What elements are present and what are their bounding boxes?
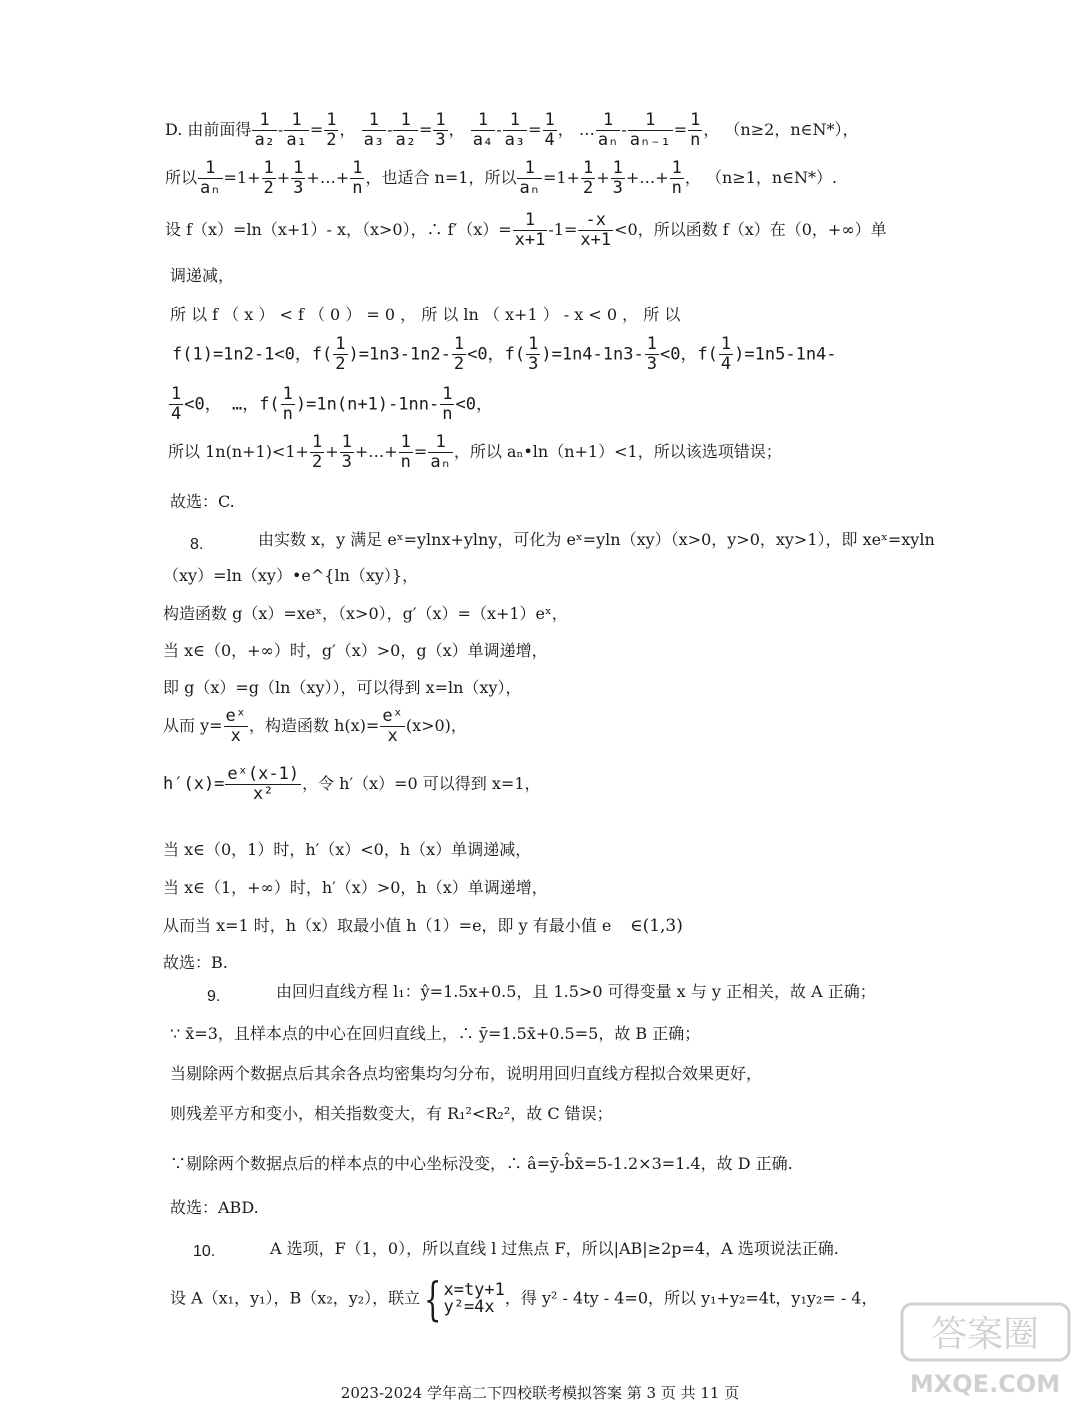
numerator: 1: [428, 434, 452, 453]
denominator: x: [387, 726, 398, 746]
equation: x=ty+1: [443, 1280, 505, 1300]
numerator: 1: [282, 384, 293, 404]
numerator: 1: [362, 112, 386, 131]
text: ，所以 aₙ•ln（n+1）<1，所以该选项错误；: [453, 442, 782, 461]
numerator: eˣ: [382, 706, 403, 726]
denominator: 2: [453, 354, 465, 374]
denominator: aₙ: [200, 178, 221, 198]
text: +…+: [625, 168, 669, 187]
denominator: 3: [293, 178, 304, 198]
fraction: [399, 434, 413, 471]
denominator: 2: [263, 178, 274, 198]
denominator: x+1: [580, 230, 612, 250]
fraction: [440, 386, 454, 423]
numerator: 1: [528, 334, 539, 354]
q8-line-1: 由实数 x，y 满足 eˣ=ylnx+ylny，可化为 eˣ=yln（xy）（x>0，y>0，xy>1），即 xeˣ=xyln: [258, 530, 935, 549]
text: (x>0)，: [405, 716, 467, 735]
fraction: [581, 160, 595, 197]
fraction: [452, 336, 466, 373]
numerator: 1: [352, 158, 363, 178]
denominator: 3: [646, 354, 657, 374]
denominator: 2: [582, 178, 594, 198]
fraction: [340, 434, 354, 471]
denominator: 2: [335, 354, 346, 374]
text: ， （n≥2，n∈N*），: [703, 120, 859, 139]
fraction: [596, 112, 620, 149]
line-d8: [168, 434, 782, 471]
text: =: [413, 442, 428, 461]
fraction: [526, 336, 540, 373]
numerator: 1: [400, 432, 411, 452]
fraction: [284, 112, 308, 149]
numerator: eˣ: [225, 706, 247, 726]
text: ，也适合 n=1，所以: [365, 168, 517, 187]
fraction: [225, 766, 301, 803]
text: +: [325, 442, 339, 461]
text: 所以 1n(n+1)<1+: [168, 442, 309, 461]
line-d5: 所 以 f （ x ） < f （ 0 ） = 0 ， 所 以 ln （ x+1 ） - x < 0 ， 所 以: [170, 305, 681, 324]
numerator: 1: [513, 212, 548, 231]
denominator: aₙ₋₁: [629, 130, 671, 150]
fraction: [324, 112, 338, 149]
denominator: 4: [171, 404, 182, 424]
denominator: 3: [435, 130, 446, 150]
line-d2: [165, 160, 837, 197]
q8-line-7: [163, 766, 541, 803]
q9-line-3: 当剔除两个数据点后其余各点均密集均匀分布，说明用回归直线方程拟合效果更好，: [170, 1064, 763, 1083]
q8-line-6: [163, 708, 467, 745]
numerator: 1: [311, 432, 323, 452]
numerator: 1: [582, 158, 594, 178]
fraction: [333, 336, 347, 373]
text: ，令 h′（x）=0 可以得到 x=1，: [302, 774, 541, 793]
numerator: 1: [252, 112, 276, 131]
numerator: 1: [503, 112, 527, 131]
text: ，构造函数 h(x)=: [249, 716, 380, 735]
denominator: a₃: [363, 130, 385, 150]
text: ，得 y² - 4ty - 4=0，所以 y₁+y₂=4t，y₁y₂= - 4，: [504, 1288, 878, 1308]
q8-line-2: （xy）=ln（xy）•e^{ln（xy）}，: [163, 566, 419, 585]
fraction: [688, 112, 702, 149]
text: ，: [448, 120, 465, 139]
text: h′(x)=: [163, 774, 225, 794]
numerator: 1: [435, 110, 446, 130]
denominator: 3: [341, 452, 352, 472]
fraction: [198, 160, 222, 197]
question-number-9: 9.: [207, 988, 221, 1005]
denominator: aₙ: [519, 178, 540, 198]
denominator: 4: [720, 354, 732, 374]
text: <0，f(: [467, 344, 526, 365]
watermark-bottom: MXQE.COM: [909, 1370, 1061, 1398]
text: <0，f(: [659, 344, 718, 365]
numerator: 1: [341, 432, 352, 452]
fraction: [362, 112, 386, 149]
fraction: [719, 336, 733, 373]
text: ， （n≥1，n∈N*）.: [684, 168, 838, 187]
q8-line-4: 当 x∈（0，+∞）时，g′（x）>0，g（x）单调递增，: [163, 641, 548, 660]
equation-system: [443, 1282, 504, 1316]
numerator: 1: [326, 110, 337, 130]
denominator: 2: [311, 452, 323, 472]
fraction: [224, 708, 248, 745]
question-number-10: 10.: [193, 1243, 216, 1260]
denominator: a₃: [504, 130, 526, 150]
text: 所以: [165, 168, 198, 187]
q8-line-8: 当 x∈（0，1）时，h′（x）<0，h（x）单调递减，: [163, 840, 532, 859]
numerator: 1: [453, 334, 465, 354]
text: 从而 y=: [163, 716, 223, 735]
fraction: [645, 336, 659, 373]
numerator: 1: [517, 160, 541, 179]
q8-line-5: 即 g（x）=g（ln（xy）），可以得到 x=ln（xy），: [163, 678, 522, 697]
text: )=1n3-1n2-: [348, 344, 451, 365]
denominator: a₂: [395, 130, 416, 150]
text: -1=: [548, 220, 578, 239]
fraction: [433, 112, 447, 149]
numerator: 1: [335, 334, 346, 354]
q9-line-6: 故选：ABD.: [170, 1198, 259, 1217]
numerator: 1: [198, 160, 222, 179]
numerator: 1: [471, 112, 495, 131]
fraction: [262, 160, 276, 197]
denominator: 3: [528, 354, 539, 374]
denominator: n: [282, 404, 293, 424]
denominator: 2: [326, 130, 337, 150]
denominator: n: [400, 452, 411, 472]
line-d6: [172, 336, 837, 373]
line-d9: 故选：C.: [170, 492, 235, 511]
text: f(1)=1n2-1<0，f(: [172, 344, 333, 365]
text: +…+: [306, 168, 350, 187]
fraction: [252, 112, 276, 149]
numerator: 1: [442, 384, 453, 404]
denominator: 3: [612, 178, 623, 198]
text: )=1n5-1n4-: [734, 344, 837, 365]
text: )=1n(n+1)-1nn-: [295, 394, 440, 415]
text: 设 f（x）=ln（x+1）- x，（x>0），∴ f′（x）=: [165, 220, 512, 239]
numerator: 1: [393, 112, 417, 131]
denominator: n: [352, 178, 363, 198]
watermark-logo: [898, 1300, 1073, 1400]
denominator: x+1: [514, 230, 546, 250]
text: +: [596, 168, 610, 187]
denominator: n: [690, 130, 701, 150]
numerator: 1: [596, 112, 620, 131]
numerator: 1: [720, 334, 732, 354]
q10-line-1: A 选项，F（1，0），所以直线 l 过焦点 F，所以|AB|≥2p=4，A 选项说法正确.: [270, 1239, 839, 1258]
line-d3: [165, 212, 887, 249]
text: ，: [339, 120, 356, 139]
text: <0， …，f(: [184, 394, 280, 415]
numerator: 1: [612, 158, 623, 178]
numerator: -x: [578, 212, 613, 231]
denominator: n: [442, 404, 453, 424]
denominator: a₂: [254, 130, 275, 150]
line-d7: [168, 386, 493, 423]
fraction: [169, 386, 183, 423]
numerator: 1: [646, 334, 657, 354]
denominator: a₄: [472, 130, 494, 150]
numerator: 1: [671, 158, 682, 178]
equation: y²=4x: [443, 1297, 495, 1317]
denominator: n: [671, 178, 682, 198]
q9-line-2: ∵ x̄=3，且样本点的中心在回归直线上，∴ ȳ=1.5x̄+0.5=5，故 B 正确；: [170, 1024, 701, 1043]
text: =1+: [223, 168, 261, 187]
numerator: 1: [263, 158, 274, 178]
fraction: [517, 160, 541, 197]
denominator: a₁: [286, 130, 307, 150]
text: +…+: [354, 442, 398, 461]
text: <0，: [455, 394, 493, 415]
denominator: 4: [544, 130, 555, 150]
fraction: [291, 160, 305, 197]
text: +: [276, 168, 291, 187]
denominator: aₙ: [597, 130, 619, 150]
question-number-8: 8.: [190, 536, 204, 553]
fraction: [670, 160, 684, 197]
numerator: 1: [628, 112, 673, 131]
denominator: aₙ: [430, 452, 451, 472]
text: ， …: [557, 120, 595, 139]
fraction: [628, 112, 673, 149]
fraction: [380, 708, 404, 745]
text: <0，所以函数 f（x）在（0，+∞）单: [614, 220, 887, 239]
q9-line-1: 由回归直线方程 l₁：ŷ=1.5x+0.5，且 1.5>0 可得变量 x 与 y 正相关，故 A 正确；: [276, 982, 876, 1001]
numerator: 1: [171, 384, 182, 404]
q8-range: ∈(1,3): [630, 916, 683, 936]
numerator: 1: [284, 112, 308, 131]
q8-line-9: 当 x∈（1，+∞）时，h′（x）>0，h（x）单调递增，: [163, 878, 548, 897]
watermark-top: 答案圈: [930, 1314, 1040, 1355]
fraction: [578, 212, 613, 249]
fraction: [393, 112, 417, 149]
fraction: [611, 160, 625, 197]
denominator: x²: [253, 784, 274, 804]
fraction: [471, 112, 495, 149]
page-footer: 2023-2024 学年高二下四校联考模拟答案 第 3 页 共 11 页: [340, 1384, 740, 1402]
q9-line-5: ∵剔除两个数据点后的样本点的中心坐标没变，∴ â=ȳ-b̂x̄=5-1.2×3=1.4，故 D 正确.: [170, 1154, 793, 1173]
text: D. 由前面得: [165, 120, 252, 139]
fraction: [428, 434, 452, 471]
fraction: [503, 112, 527, 149]
fraction: [543, 112, 557, 149]
line-d4: 调递减，: [170, 266, 235, 285]
fraction: [513, 212, 548, 249]
q10-line-2: [170, 1272, 878, 1326]
q8-line-11: 故选：B.: [163, 953, 228, 972]
denominator: x: [230, 726, 241, 746]
q8-line-10: 从而当 x=1 时，h（x）取最小值 h（1）=e，即 y 有最小值 e: [163, 916, 612, 935]
numerator: 1: [544, 110, 555, 130]
q8-line-3: 构造函数 g（x）=xeˣ，（x>0），g′（x）=（x+1）eˣ，: [163, 604, 568, 623]
fraction: [350, 160, 364, 197]
fraction: [281, 386, 295, 423]
numerator: eˣ(x-1): [227, 764, 300, 784]
brace-icon: {: [424, 1272, 442, 1326]
text: 设 A（x₁，y₁），B（x₂，y₂），联立: [170, 1288, 421, 1308]
text: )=1n4-1n3-: [541, 344, 644, 365]
numerator: 1: [293, 158, 304, 178]
q9-line-4: 则残差平方和变小，相关指数变大，有 R₁²<R₂²，故 C 错误；: [170, 1104, 613, 1123]
fraction: [310, 434, 324, 471]
numerator: 1: [690, 110, 701, 130]
text: =1+: [542, 168, 580, 187]
line-d1: D. 由前面得 $\frac{1}{\text{a₂}}$ - $\frac{1}{\text{a₁}}$ = $\frac{1}{2}$ ， $\frac{1}{\text{a₃}}$ - $\frac{1}{\text{a₂}}$ = $\frac{1}{3}$ ， $\frac{1}{\text{a₄}}$ - $\frac{1}{\text{a₃}}$ = $\frac{1}{4}$ ， … $\frac{1}{\text{aₙ}}$ - $\frac{1}{\text{aₙ₋₁}}$ = $\frac{1}{n}$ ， （n≥2，n∈N*），: [165, 110, 859, 150]
